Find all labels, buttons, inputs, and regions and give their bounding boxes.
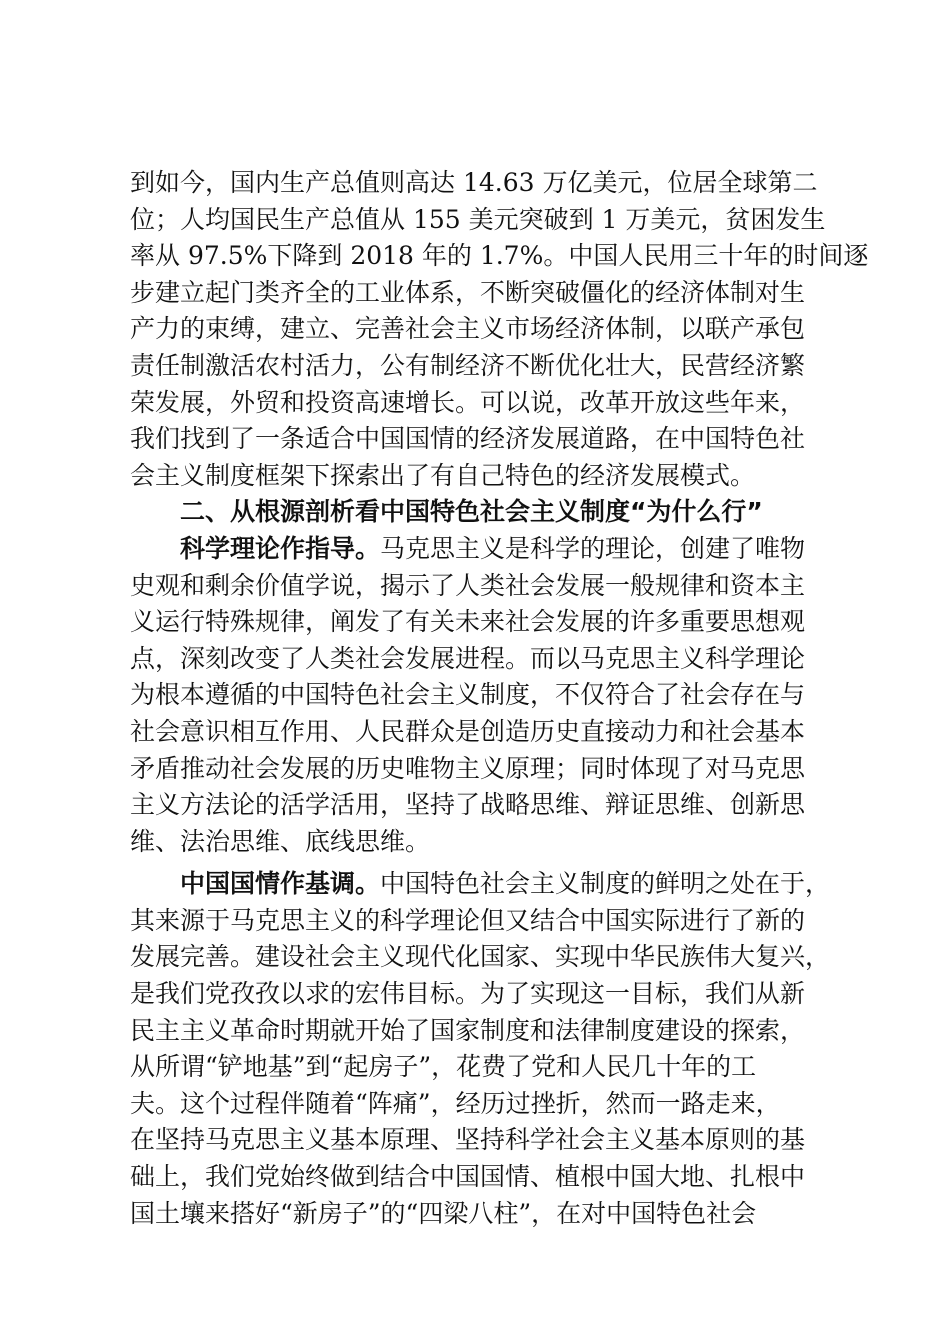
text-line: 点，深刻改变了人类社会发展进程。而以马克思主义科学理论 xyxy=(130,643,806,673)
text-line: 维、法治思维、底线思维。 xyxy=(130,826,431,856)
text-line: 主义方法论的活学活用，坚持了战略思维、辩证思维、创新思 xyxy=(130,790,806,820)
text-fragment: 中国特色社会主义制度的鲜明之处在于， xyxy=(380,869,831,899)
paragraph-national-conditions xyxy=(130,866,835,1232)
text-line: 产力的束缚，建立、完善社会主义市场经济体制，以联产承包 xyxy=(130,314,806,344)
paragraph-first-line xyxy=(130,866,835,903)
document-body xyxy=(130,165,869,1232)
text-line: 夫。这个过程伴随着“阵痛”，经历过挫折，然而一路走来， xyxy=(130,1088,781,1118)
section-heading: 二、从根源剖析看中国特色社会主义制度“为什么行” xyxy=(180,497,763,527)
text-line: 发展完善。建设社会主义现代化国家、实现中华民族伟大复兴， xyxy=(130,942,831,972)
text-line: 我们找到了一条适合中国国情的经济发展道路，在中国特色社 xyxy=(130,424,806,454)
text-line: 会主义制度框架下探索出了有自己特色的经济发展模式。 xyxy=(130,460,756,490)
text-line: 其来源于马克思主义的科学理论但又结合中国实际进行了新的 xyxy=(130,905,806,935)
paragraph-lead: 中国国情作基调。 xyxy=(180,869,381,899)
text-line: 到如今，国内生产总值则高达 14.63 万亿美元，位居全球第二 xyxy=(130,168,818,197)
text-line: 国土壤来搭好“新房子”的“四梁八柱”，在对中国特色社会 xyxy=(130,1198,757,1228)
paragraph-economic-development xyxy=(130,165,869,494)
text-line: 义运行特殊规律，阐发了有关未来社会发展的许多重要思想观 xyxy=(130,607,806,637)
text-line: 矛盾推动社会发展的历史唯物主义原理；同时体现了对马克思 xyxy=(130,753,806,783)
text-line: 民主主义革命时期就开始了国家制度和法律制度建设的探索， xyxy=(130,1015,806,1045)
text-line: 责任制激活农村活力，公有制经济不断优化壮大，民营经济繁 xyxy=(130,350,806,380)
text-line: 从所谓“铲地基”到“起房子”，花费了党和人民几十年的工 xyxy=(130,1052,757,1082)
text-line: 率从 97.5%下降到 2018 年的 1.7%。中国人民用三十年的时间逐 xyxy=(130,241,869,271)
text-fragment: 马克思主义是科学的理论，创建了唯物 xyxy=(380,533,806,563)
text-line: 史观和剩余价值学说，揭示了人类社会发展一般规律和资本主 xyxy=(130,570,806,600)
text-line: 步建立起门类齐全的工业体系，不断突破僵化的经济体制对生 xyxy=(130,277,806,307)
text-line: 是我们党孜孜以求的宏伟目标。为了实现这一目标，我们从新 xyxy=(130,979,806,1009)
paragraph-scientific-theory xyxy=(130,531,835,860)
text-line: 荣发展，外贸和投资高速增长。可以说，改革开放这些年来， xyxy=(130,387,806,417)
text-line: 位；人均国民生产总值从 155 美元突破到 1 万美元，贫困发生 xyxy=(130,204,826,234)
paragraph-lead: 科学理论作指导。 xyxy=(180,533,381,563)
text-line: 在坚持马克思主义基本原理、坚持科学社会主义基本原则的基 xyxy=(130,1125,806,1155)
text-line: 为根本遵循的中国特色社会主义制度，不仅符合了社会存在与 xyxy=(130,680,806,710)
paragraph-first-line xyxy=(130,531,835,568)
text-line: 社会意识相互作用、人民群众是创造历史直接动力和社会基本 xyxy=(130,716,806,746)
text-line: 础上，我们党始终做到结合中国国情、植根中国大地、扎根中 xyxy=(130,1162,806,1192)
